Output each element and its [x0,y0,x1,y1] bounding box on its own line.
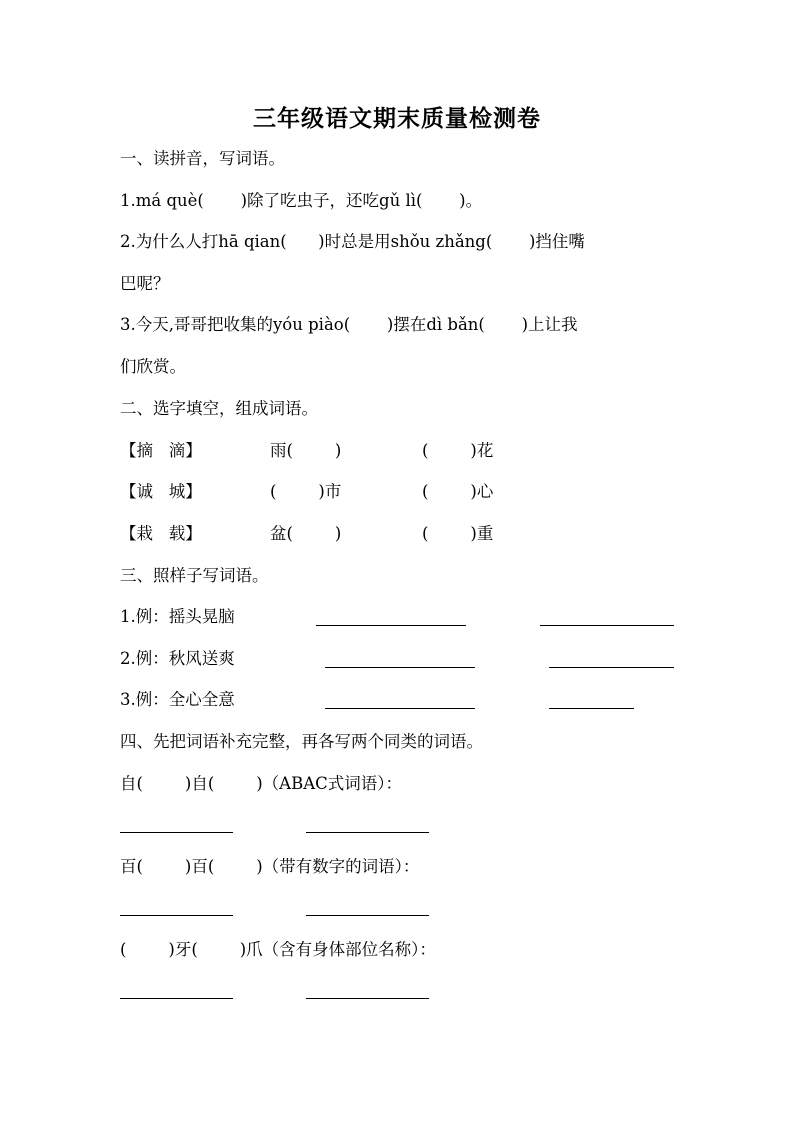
question-1-2-line1: 2.为什么人打hā qian( )时总是用shǒu zhǎng( )挡住嘴 [120,232,585,251]
answer-line-4-1b[interactable] [306,832,429,833]
choice-blank-1a: 雨( ) [270,441,342,460]
choice-blank-1b: ( )花 [422,441,494,460]
answer-line-3-2a[interactable] [325,667,475,668]
example-2: 2.例：秋风送爽 [120,649,235,668]
choice-blank-2b: ( )心 [422,482,494,501]
fill-item-3: ( )牙( )爪（含有身体部位名称）： [120,940,436,959]
example-3: 3.例：全心全意 [120,690,235,709]
choice-blank-2a: ( )市 [270,482,342,501]
answer-line-4-2b[interactable] [306,915,429,916]
section-1-heading: 一、读拼音，写词语。 [120,149,285,168]
page-title: 三年级语文期末质量检测卷 [253,105,541,132]
answer-line-4-3a[interactable] [120,998,233,999]
section-4-heading: 四、先把词语补充完整，再各写两个同类的词语。 [120,732,483,751]
question-1-2-line2: 巴呢？ [120,274,170,293]
choice-blank-3b: ( )重 [422,524,494,543]
choice-chars-3: 【栽 载】 [120,524,202,543]
answer-line-3-1a[interactable] [316,625,466,626]
section-2-heading: 二、选字填空，组成词语。 [120,399,318,418]
question-1-3-line2: 们欣赏。 [120,357,186,376]
fill-item-1: 自( )自( )（ABAC式词语）： [120,774,402,793]
choice-chars-2: 【诚 城】 [120,482,202,501]
choice-chars-1: 【摘 滴】 [120,441,202,460]
choice-blank-3a: 盆( ) [270,524,342,543]
answer-line-4-2a[interactable] [120,915,233,916]
answer-line-4-1a[interactable] [120,832,233,833]
answer-line-3-1b[interactable] [540,625,674,626]
question-1-3-line1: 3.今天,哥哥把收集的yóu piào( )摆在dì bǎn( )上让我 [120,315,578,334]
answer-line-4-3b[interactable] [306,998,429,999]
answer-line-3-3b[interactable] [549,708,634,709]
section-3-heading: 三、照样子写词语。 [120,566,269,585]
example-1: 1.例：摇头晃脑 [120,607,235,626]
answer-line-3-3a[interactable] [325,708,475,709]
answer-line-3-2b[interactable] [549,667,674,668]
fill-item-2: 百( )百( )（带有数字的词语）： [120,857,420,876]
question-1-1: 1.má què( )除了吃虫子，还吃gǔ lì( )。 [120,191,483,210]
